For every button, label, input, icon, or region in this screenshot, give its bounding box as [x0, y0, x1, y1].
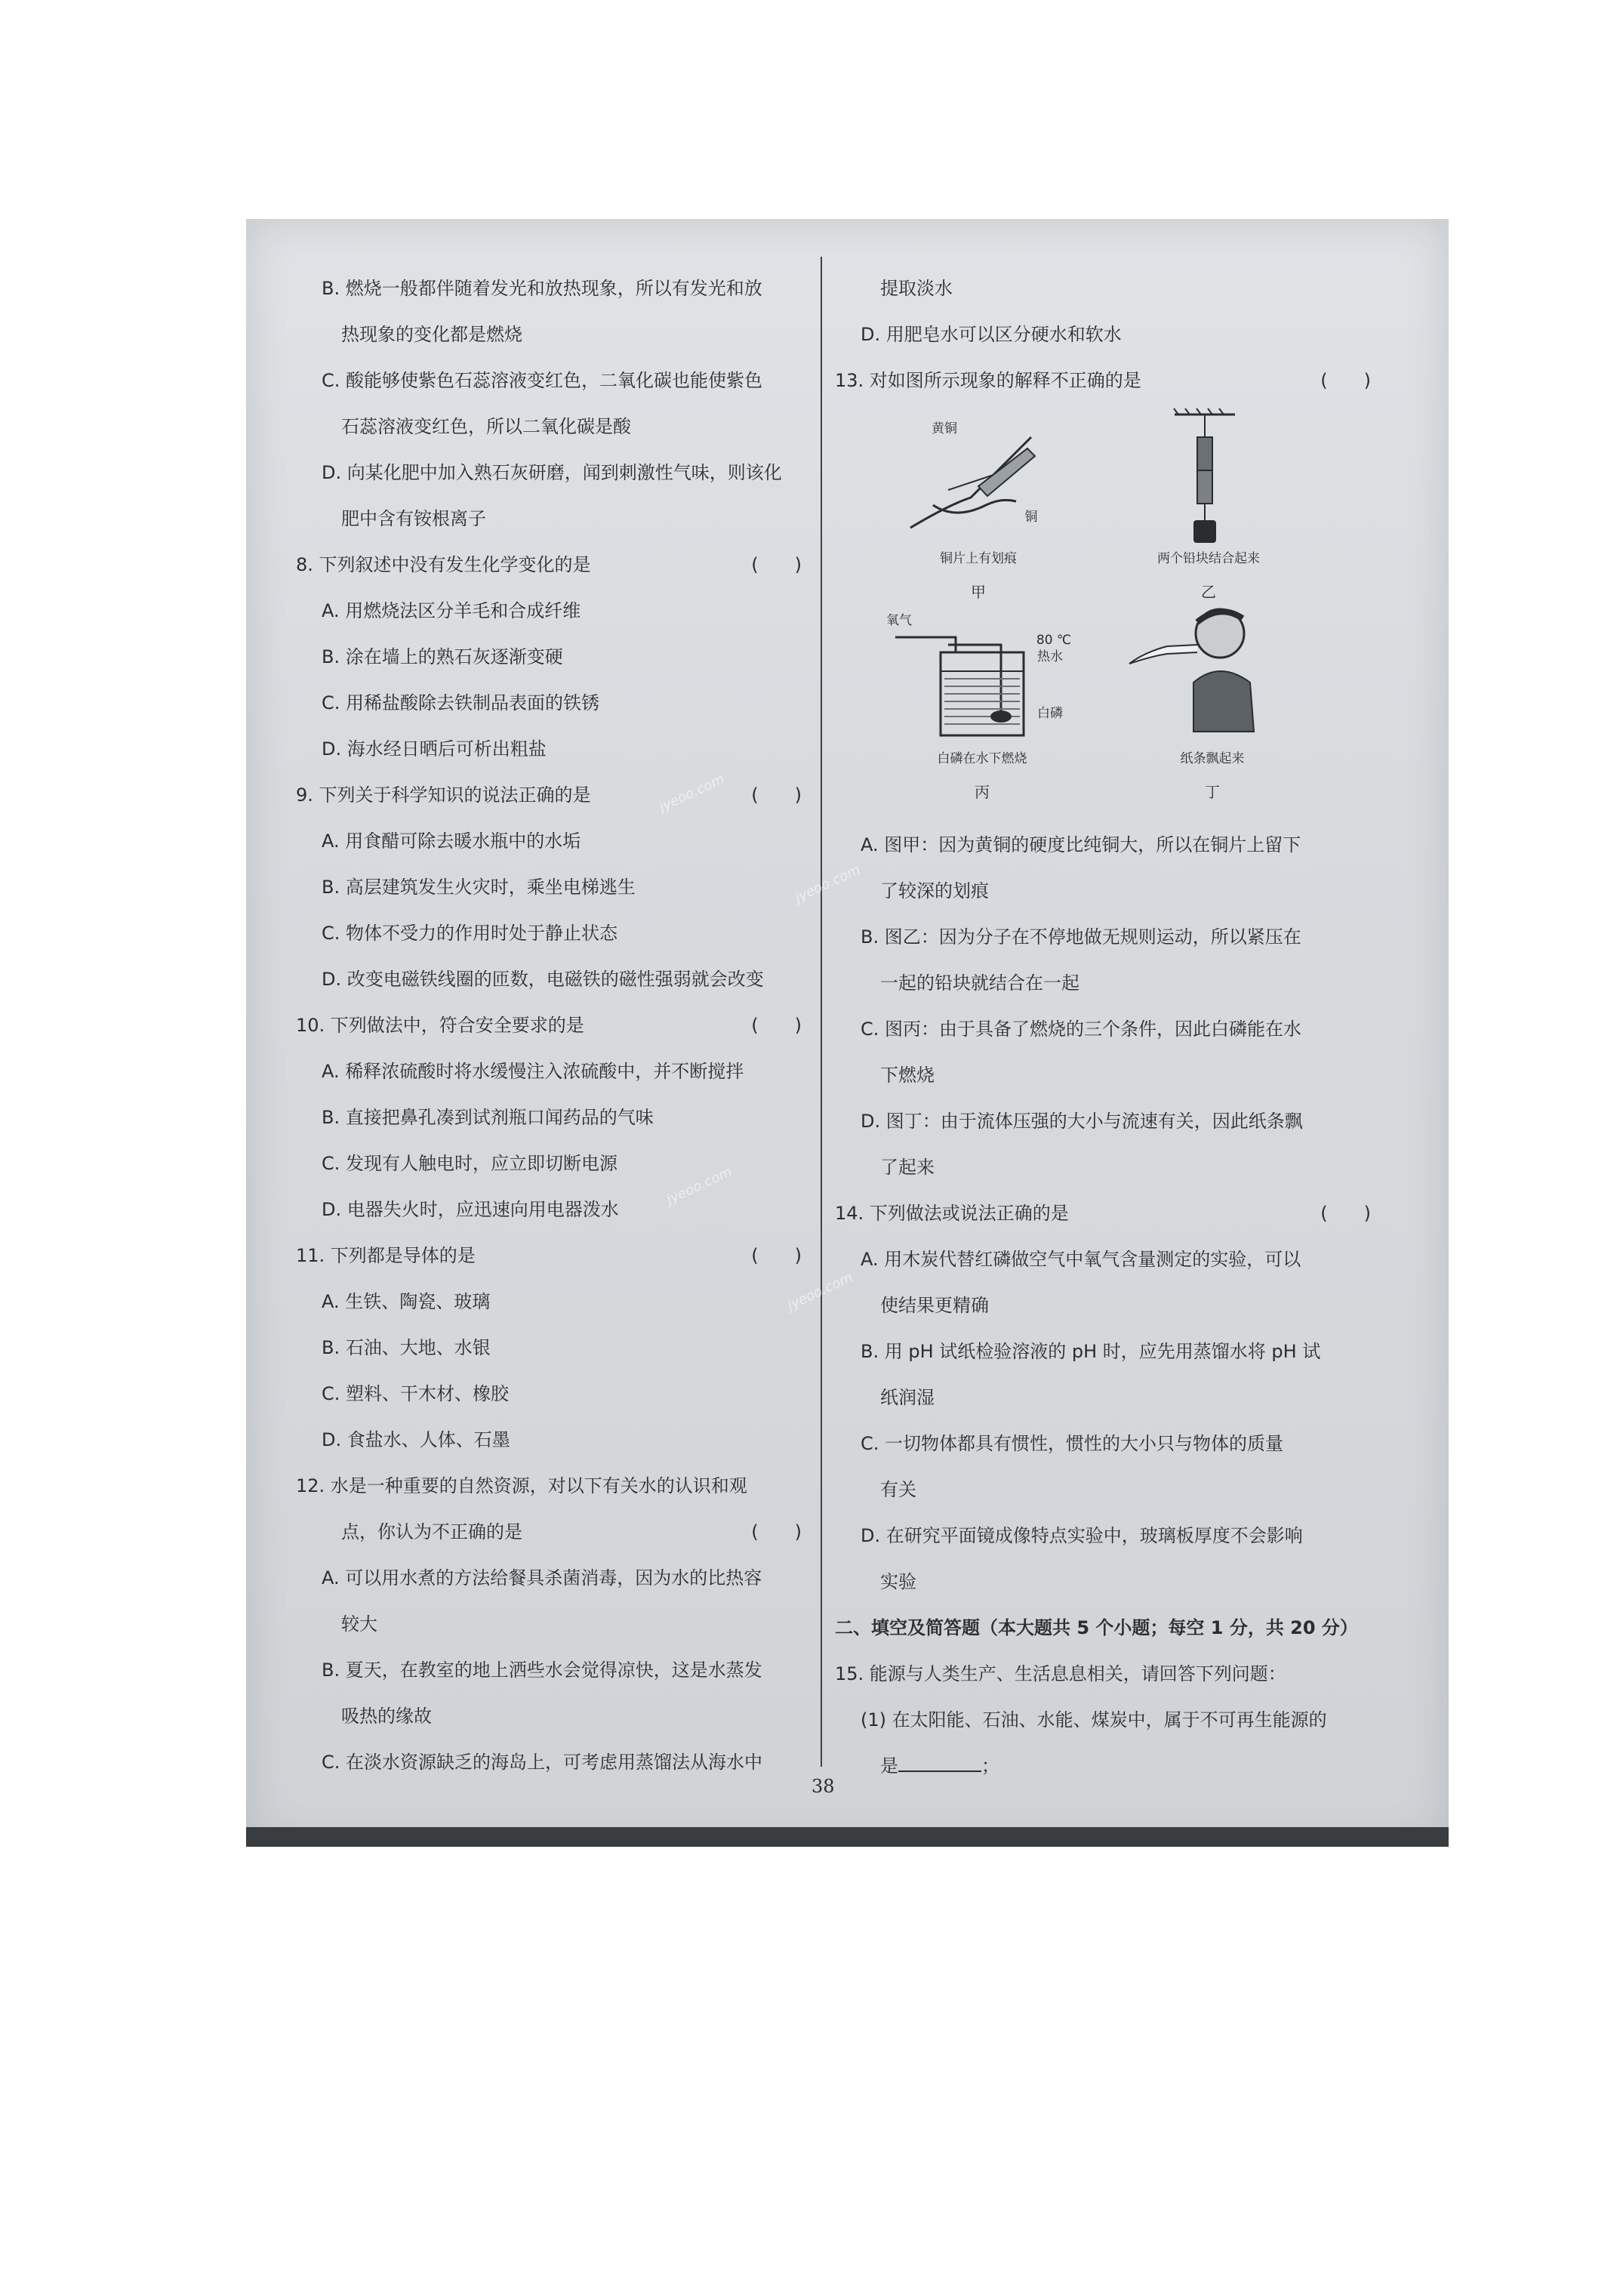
line-text: D. 改变电磁铁线圈的匝数，电磁铁的磁性强弱就会改变 — [322, 969, 764, 990]
line-text: C. 用稀盐酸除去铁制品表面的铁锈 — [322, 692, 600, 713]
text-line — [296, 450, 809, 496]
figure-ding-label: 丁 — [1205, 783, 1220, 801]
text-line — [835, 914, 1378, 960]
line-text: C. 图丙：由于具备了燃烧的三个条件，因此白磷能在水 — [861, 1019, 1302, 1040]
answer-paren[interactable]: ( ) — [751, 784, 802, 806]
text-line — [296, 1509, 809, 1555]
text-line — [835, 1697, 1378, 1743]
figure-bing-part-white-phosphorus: 白磷 — [1037, 706, 1063, 721]
answer-paren[interactable]: ( ) — [751, 1015, 802, 1036]
line-text: B. 图乙：因为分子在不停地做无规则运动，所以紧压在 — [861, 926, 1301, 948]
answer-paren[interactable]: ( ) — [751, 1521, 802, 1542]
line-text: 14. 下列做法或说法正确的是 — [835, 1203, 1069, 1224]
line-text: A. 用燃烧法区分羊毛和合成纤维 — [322, 600, 581, 621]
text-line — [296, 864, 809, 911]
line-text: C. 塑料、干木材、橡胶 — [322, 1383, 510, 1404]
text-line — [835, 1513, 1378, 1559]
line-text: B. 燃烧一般都伴随着发光和放热现象，所以有发光和放 — [322, 278, 762, 299]
line-text: B. 夏天，在教室的地上洒些水会觉得凉快，这是水蒸发 — [322, 1660, 762, 1681]
q15-answer-prefix: 是 — [880, 1755, 898, 1777]
figure-yi-lead-blocks-illustration — [1160, 407, 1250, 550]
figure-yi-caption: 两个铅块结合起来 — [1157, 551, 1260, 566]
right-column-bottom — [835, 822, 1378, 1743]
text-line — [296, 1693, 809, 1740]
text-line — [296, 911, 809, 957]
figure-bing-caption: 白磷在水下燃烧 — [937, 751, 1027, 766]
line-text: A. 用食醋可除去暖水瓶中的水垢 — [322, 831, 581, 852]
right-column-top — [835, 266, 1378, 404]
text-line — [835, 1237, 1378, 1283]
line-text: 15. 能源与人类生产、生活息息相关，请回答下列问题： — [835, 1663, 1286, 1684]
text-line — [296, 266, 809, 312]
text-line — [835, 312, 1378, 358]
line-text: 纸润湿 — [880, 1387, 935, 1408]
line-text: C. 一切物体都具有惯性，惯性的大小只与物体的质量 — [861, 1433, 1284, 1454]
text-line — [835, 358, 1378, 404]
text-line — [296, 634, 809, 680]
page-bottom-edge — [246, 1827, 1449, 1847]
text-line — [835, 266, 1378, 312]
text-line — [296, 358, 809, 404]
line-text: D. 在研究平面镜成像特点实验中，玻璃板厚度不会影响 — [861, 1525, 1303, 1546]
text-line — [835, 1191, 1378, 1237]
line-text: B. 用 pH 试纸检验溶液的 pH 时，应先用蒸馏水将 pH 试 — [861, 1341, 1321, 1362]
column-divider — [821, 257, 822, 1767]
line-text: 提取淡水 — [880, 278, 953, 299]
text-line — [835, 868, 1378, 914]
figure-bing-part-hotwater: 热水 — [1037, 649, 1063, 664]
line-text: A. 用木炭代替红磷做空气中氧气含量测定的实验，可以 — [861, 1249, 1301, 1270]
line-text: A. 可以用水煮的方法给餐具杀菌消毒，因为水的比热容 — [322, 1567, 762, 1589]
line-text: B. 石油、大地、水银 — [322, 1337, 491, 1358]
line-text: B. 高层建筑发生火灾时，乘坐电梯逃生 — [322, 877, 636, 898]
line-text: 有关 — [880, 1479, 916, 1500]
text-line — [835, 822, 1378, 868]
text-line — [835, 1421, 1378, 1467]
text-line — [296, 404, 809, 450]
text-line — [296, 1279, 809, 1325]
line-text: A. 图甲：因为黄铜的硬度比纯铜大，所以在铜片上留下 — [861, 834, 1301, 855]
line-text: A. 生铁、陶瓷、玻璃 — [322, 1291, 491, 1312]
line-text: C. 酸能够使紫色石蕊溶液变红色，二氧化碳也能使紫色 — [322, 370, 763, 391]
line-text: B. 涂在墙上的熟石灰逐渐变硬 — [322, 646, 563, 667]
line-text: 肥中含有铵根离子 — [341, 508, 486, 529]
line-text: 热现象的变化都是燃烧 — [341, 324, 522, 345]
line-text: C. 在淡水资源缺乏的海岛上，可考虑用蒸馏法从海水中 — [322, 1752, 763, 1773]
text-line — [296, 312, 809, 358]
left-column — [296, 266, 809, 1786]
text-line — [296, 1233, 809, 1279]
text-line — [296, 818, 809, 864]
line-text: 9. 下列关于科学知识的说法正确的是 — [296, 784, 591, 806]
answer-paren[interactable]: ( ) — [751, 1245, 802, 1266]
text-line — [296, 1555, 809, 1601]
figure-bing-part-oxygen: 氧气 — [886, 613, 912, 628]
q13-figures — [835, 407, 1378, 818]
text-line — [296, 1095, 809, 1141]
text-line — [296, 542, 809, 588]
text-line — [296, 1647, 809, 1693]
text-line — [296, 588, 809, 634]
line-text: C. 物体不受力的作用时处于静止状态 — [322, 923, 618, 944]
watermark: jyeoo.com — [656, 771, 728, 815]
figure-jia-part-copper: 铜 — [1024, 510, 1038, 525]
line-text: 吸热的缘故 — [341, 1706, 432, 1727]
text-line — [296, 1325, 809, 1371]
text-line — [835, 1605, 1378, 1651]
line-text: 下燃烧 — [880, 1065, 935, 1086]
text-line — [835, 1145, 1378, 1191]
text-line — [296, 772, 809, 818]
figure-bing-label: 丙 — [975, 783, 990, 801]
figure-ding-paper-strip-illustration — [1122, 599, 1273, 743]
line-text: 二、填空及简答题（本大题共 5 个小题；每空 1 分，共 20 分） — [835, 1617, 1358, 1638]
text-line — [835, 1006, 1378, 1052]
watermark: jyeoo.com — [784, 1269, 856, 1314]
line-text: (1) 在太阳能、石油、水能、煤炭中，属于不可再生能源的 — [861, 1709, 1327, 1730]
q15-answer-suffix: ； — [981, 1755, 999, 1777]
line-text: 一起的铅块就结合在一起 — [880, 972, 1079, 994]
answer-paren[interactable]: ( ) — [751, 554, 802, 575]
line-text: 实验 — [880, 1571, 916, 1592]
q15-answer-line — [835, 1743, 1378, 1789]
text-line — [296, 1049, 809, 1095]
line-text: C. 发现有人触电时，应立即切断电源 — [322, 1153, 618, 1174]
text-line — [296, 726, 809, 772]
line-text: 石蕊溶液变红色，所以二氧化碳是酸 — [341, 416, 631, 437]
figure-jia-caption: 铜片上有划痕 — [940, 551, 1017, 566]
answer-paren[interactable]: ( ) — [1320, 370, 1371, 391]
text-line — [296, 1371, 809, 1417]
text-line — [835, 1375, 1378, 1421]
answer-paren[interactable]: ( ) — [1320, 1203, 1371, 1224]
text-line — [296, 957, 809, 1003]
line-text: 11. 下列都是导体的是 — [296, 1245, 476, 1266]
text-line — [835, 1467, 1378, 1513]
line-text: D. 海水经日晒后可析出粗盐 — [322, 738, 547, 760]
right-column — [835, 266, 1378, 1789]
text-line — [296, 1141, 809, 1187]
text-line — [296, 1003, 809, 1049]
line-text: 10. 下列做法中，符合安全要求的是 — [296, 1015, 584, 1036]
text-line — [296, 680, 809, 726]
figure-yi-label: 乙 — [1201, 583, 1216, 601]
line-text: 了较深的划痕 — [880, 880, 989, 901]
line-text: A. 稀释浓硫酸时将水缓慢注入浓硫酸中，并不断搅拌 — [322, 1061, 744, 1082]
text-line — [835, 960, 1378, 1006]
text-line — [296, 496, 809, 542]
line-text: 点，你认为不正确的是 — [341, 1521, 522, 1542]
text-line — [835, 1099, 1378, 1145]
text-line — [296, 1601, 809, 1647]
watermark: jyeoo.com — [664, 1163, 735, 1208]
figure-bing-part-temp: 80 ℃ — [1036, 633, 1072, 648]
figure-jia-part-brass: 黄铜 — [932, 421, 957, 436]
text-line — [296, 1740, 809, 1786]
line-text: D. 用肥皂水可以区分硬水和软水 — [861, 324, 1122, 345]
figure-ding-caption: 纸条飘起来 — [1180, 751, 1245, 766]
watermark: jyeoo.com — [792, 861, 864, 906]
line-text: 较大 — [341, 1613, 377, 1635]
text-line — [296, 1417, 809, 1463]
page-number: 38 — [812, 1776, 835, 1797]
line-text: D. 向某化肥中加入熟石灰研磨，闻到刺激性气味，则该化 — [322, 462, 782, 483]
text-line — [835, 1559, 1378, 1605]
q15-answer-blank[interactable] — [898, 1755, 981, 1772]
figure-jia-label: 甲 — [971, 583, 986, 601]
text-line — [835, 1052, 1378, 1099]
line-text: B. 直接把鼻孔凑到试剂瓶口闻药品的气味 — [322, 1107, 654, 1128]
line-text: D. 食盐水、人体、石墨 — [322, 1429, 510, 1450]
line-text: 8. 下列叙述中没有发生化学变化的是 — [296, 554, 591, 575]
text-line — [835, 1651, 1378, 1697]
text-line — [296, 1463, 809, 1509]
text-line — [835, 1329, 1378, 1375]
line-text: D. 图丁：由于流体压强的大小与流速有关，因此纸条飘 — [861, 1111, 1303, 1132]
text-line — [835, 1283, 1378, 1329]
line-text: D. 电器失火时，应迅速向用电器泼水 — [322, 1199, 619, 1220]
line-text: 了起来 — [880, 1157, 935, 1178]
line-text: 12. 水是一种重要的自然资源，对以下有关水的认识和观 — [296, 1475, 747, 1496]
line-text: 使结果更精确 — [880, 1295, 989, 1316]
text-line — [296, 1187, 809, 1233]
line-text: 13. 对如图所示现象的解释不正确的是 — [835, 370, 1141, 391]
